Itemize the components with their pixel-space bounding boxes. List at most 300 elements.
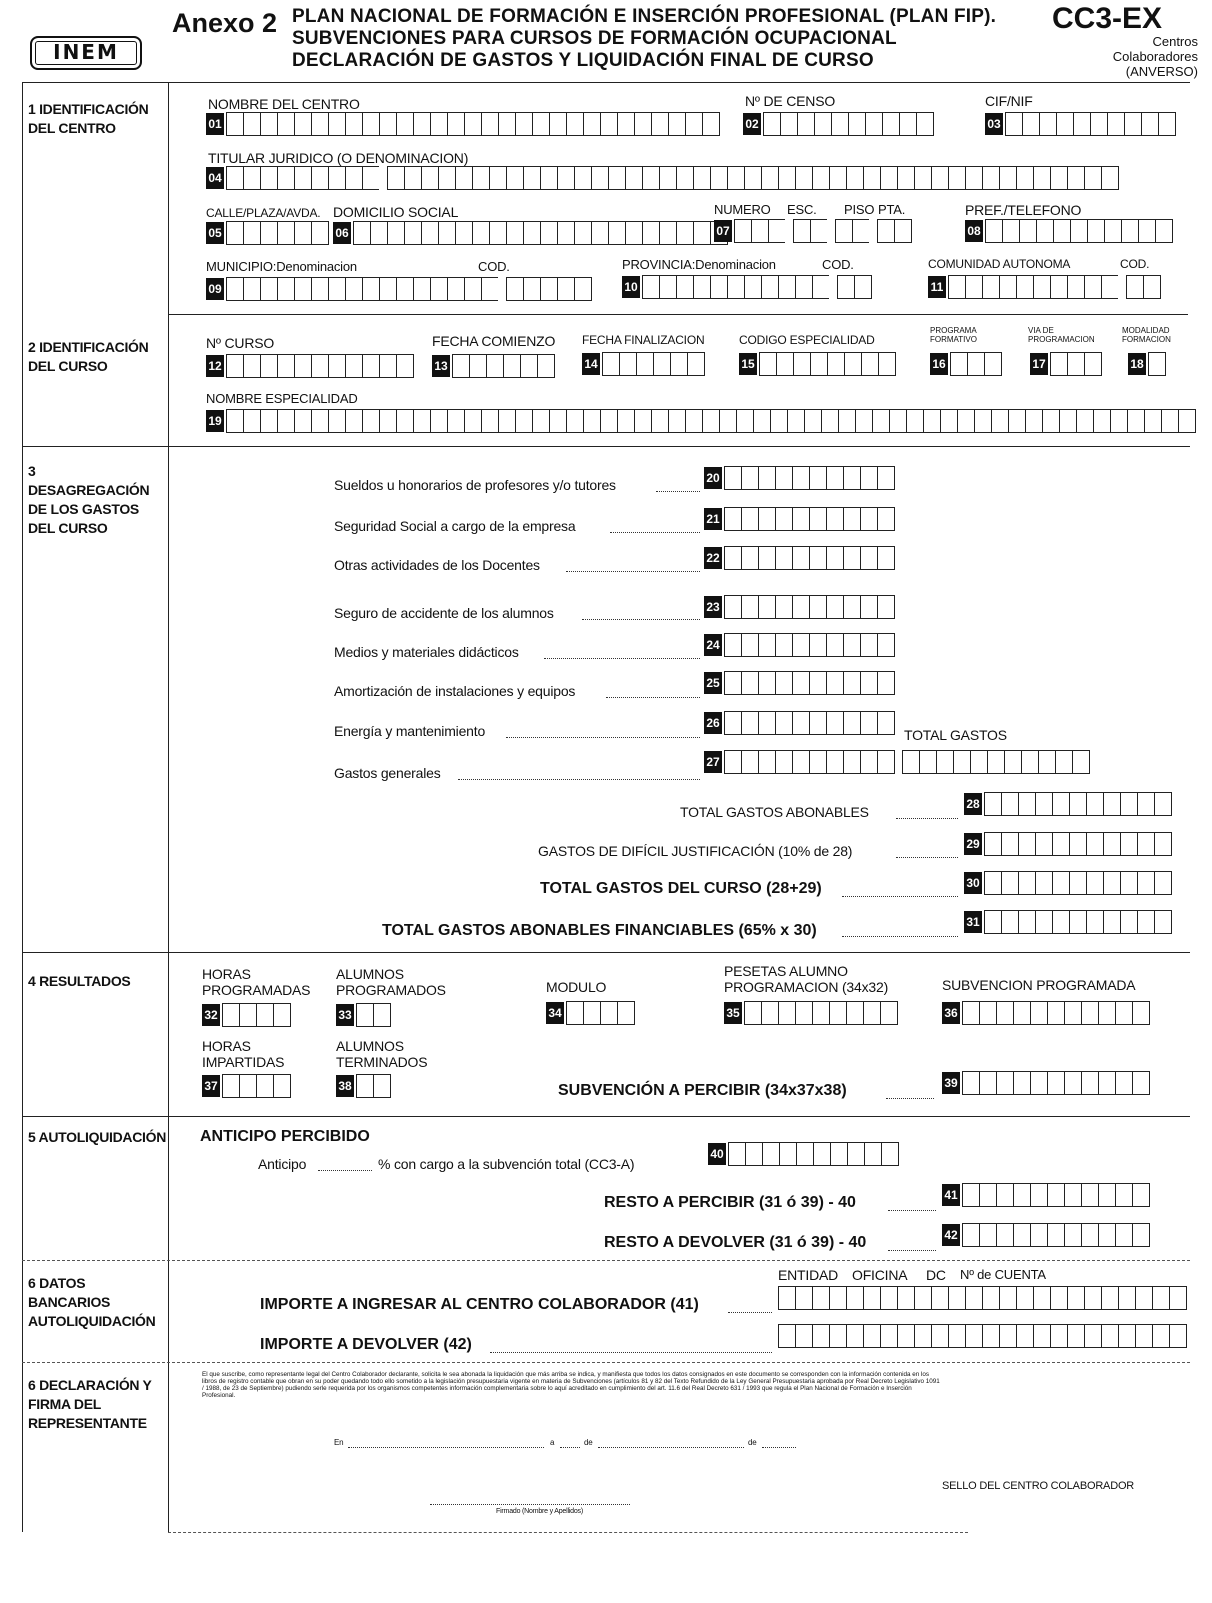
digit-box[interactable] bbox=[1067, 166, 1084, 190]
digit-box[interactable] bbox=[999, 1286, 1016, 1310]
field-21-seguridad-social[interactable] bbox=[704, 507, 895, 531]
digit-box[interactable] bbox=[792, 750, 809, 774]
digit-box[interactable] bbox=[809, 671, 826, 695]
digit-box[interactable] bbox=[778, 275, 795, 299]
digit-box[interactable] bbox=[826, 711, 843, 735]
digit-box[interactable] bbox=[1050, 166, 1067, 190]
digit-box[interactable] bbox=[273, 1074, 291, 1098]
digit-box[interactable] bbox=[826, 750, 843, 774]
digit-box[interactable] bbox=[843, 595, 860, 619]
digit-box[interactable] bbox=[877, 633, 895, 657]
digit-box[interactable] bbox=[797, 112, 814, 136]
digit-box[interactable] bbox=[1072, 750, 1090, 774]
field-24-medios-materiales[interactable] bbox=[704, 633, 895, 657]
digit-box[interactable] bbox=[831, 112, 848, 136]
digit-box[interactable] bbox=[294, 221, 311, 245]
digit-box[interactable] bbox=[1022, 112, 1039, 136]
digit-box[interactable] bbox=[877, 671, 895, 695]
digit-box[interactable] bbox=[814, 112, 831, 136]
field-12-curso[interactable] bbox=[206, 354, 414, 378]
digit-box[interactable] bbox=[962, 1183, 979, 1207]
digit-box[interactable] bbox=[583, 1001, 600, 1025]
digit-box[interactable] bbox=[311, 166, 328, 190]
digit-box[interactable] bbox=[685, 409, 702, 433]
field-26-energia[interactable] bbox=[704, 711, 895, 735]
digit-box[interactable] bbox=[1087, 219, 1104, 243]
digit-box[interactable] bbox=[260, 277, 277, 301]
digit-box[interactable] bbox=[1059, 409, 1076, 433]
digit-box[interactable] bbox=[1103, 871, 1120, 895]
digit-box[interactable] bbox=[634, 409, 651, 433]
digit-box[interactable] bbox=[1064, 1223, 1081, 1247]
digit-box[interactable] bbox=[778, 1324, 795, 1348]
digit-box[interactable] bbox=[914, 166, 931, 190]
digit-box[interactable] bbox=[557, 166, 574, 190]
digit-box[interactable] bbox=[574, 166, 591, 190]
digit-box[interactable] bbox=[1169, 1324, 1187, 1348]
digit-box[interactable] bbox=[843, 466, 860, 490]
digit-box[interactable] bbox=[1052, 792, 1069, 816]
digit-box[interactable] bbox=[1064, 1183, 1081, 1207]
digit-box[interactable] bbox=[860, 711, 877, 735]
digit-box[interactable] bbox=[1018, 792, 1035, 816]
digit-box[interactable] bbox=[1086, 871, 1103, 895]
digit-box[interactable] bbox=[985, 219, 1002, 243]
digit-box[interactable] bbox=[812, 1286, 829, 1310]
digit-box[interactable] bbox=[506, 166, 523, 190]
digit-box[interactable] bbox=[792, 466, 809, 490]
digit-box[interactable] bbox=[948, 1286, 965, 1310]
digit-box[interactable] bbox=[809, 507, 826, 531]
digit-box[interactable] bbox=[957, 409, 974, 433]
digit-box[interactable] bbox=[311, 112, 328, 136]
digit-box[interactable] bbox=[1047, 1223, 1064, 1247]
digit-box[interactable] bbox=[651, 112, 668, 136]
digit-box[interactable] bbox=[469, 354, 486, 378]
digit-box[interactable] bbox=[1137, 792, 1154, 816]
digit-box[interactable] bbox=[1030, 1183, 1047, 1207]
digit-box[interactable] bbox=[642, 166, 659, 190]
digit-box[interactable] bbox=[1084, 1286, 1101, 1310]
digit-box[interactable] bbox=[260, 166, 277, 190]
digit-box[interactable] bbox=[1154, 910, 1172, 934]
digit-box[interactable] bbox=[1121, 219, 1138, 243]
digit-box[interactable] bbox=[277, 166, 294, 190]
digit-box[interactable] bbox=[1016, 1286, 1033, 1310]
digit-box[interactable] bbox=[557, 221, 574, 245]
digit-box[interactable] bbox=[846, 1286, 863, 1310]
digit-box[interactable] bbox=[583, 409, 600, 433]
digit-box[interactable] bbox=[775, 750, 792, 774]
digit-box[interactable] bbox=[413, 409, 430, 433]
digit-box[interactable] bbox=[1084, 1324, 1101, 1348]
digit-box[interactable] bbox=[1047, 1183, 1064, 1207]
digit-box[interactable] bbox=[724, 546, 741, 570]
digit-box[interactable] bbox=[362, 112, 379, 136]
digit-box[interactable] bbox=[328, 409, 345, 433]
digit-box[interactable] bbox=[328, 166, 345, 190]
digit-box[interactable] bbox=[741, 595, 758, 619]
digit-box[interactable] bbox=[1067, 1286, 1084, 1310]
digit-box[interactable] bbox=[523, 166, 540, 190]
digit-box[interactable] bbox=[948, 275, 965, 299]
digit-box[interactable] bbox=[770, 409, 787, 433]
digit-box[interactable] bbox=[775, 595, 792, 619]
digit-box[interactable] bbox=[1052, 871, 1069, 895]
digit-box[interactable] bbox=[489, 166, 506, 190]
digit-box[interactable] bbox=[719, 409, 736, 433]
digit-box[interactable] bbox=[362, 166, 379, 190]
digit-box[interactable] bbox=[515, 112, 532, 136]
digit-box[interactable] bbox=[506, 277, 523, 301]
field-25-amortizacion[interactable] bbox=[704, 671, 895, 695]
digit-box[interactable] bbox=[761, 1001, 778, 1025]
digit-box[interactable] bbox=[965, 166, 982, 190]
digit-box[interactable] bbox=[724, 750, 741, 774]
digit-box[interactable] bbox=[600, 1001, 617, 1025]
digit-box[interactable] bbox=[523, 221, 540, 245]
digit-box[interactable] bbox=[936, 750, 953, 774]
digit-box[interactable] bbox=[787, 409, 804, 433]
field-23-seguro-accidente[interactable] bbox=[704, 595, 895, 619]
field-22-otras-actividades[interactable] bbox=[704, 546, 895, 570]
digit-box[interactable] bbox=[848, 112, 865, 136]
digit-box[interactable] bbox=[260, 112, 277, 136]
digit-box[interactable] bbox=[965, 1286, 982, 1310]
digit-box[interactable] bbox=[1138, 219, 1155, 243]
digit-box[interactable] bbox=[328, 277, 345, 301]
digit-box[interactable] bbox=[685, 112, 702, 136]
digit-box[interactable] bbox=[1004, 750, 1021, 774]
digit-box[interactable] bbox=[226, 221, 243, 245]
digit-box[interactable] bbox=[1047, 1001, 1064, 1025]
digit-box[interactable] bbox=[362, 277, 379, 301]
digit-box[interactable] bbox=[741, 671, 758, 695]
digit-box[interactable] bbox=[984, 792, 1001, 816]
digit-box[interactable] bbox=[812, 1001, 829, 1025]
digit-box[interactable] bbox=[931, 166, 948, 190]
digit-box[interactable] bbox=[864, 1142, 881, 1166]
field-38-alumnos-terminados[interactable] bbox=[336, 1074, 391, 1098]
digit-box[interactable] bbox=[617, 1001, 635, 1025]
digit-box[interactable] bbox=[1120, 792, 1137, 816]
digit-box[interactable] bbox=[226, 166, 243, 190]
digit-box[interactable] bbox=[1056, 112, 1073, 136]
digit-box[interactable] bbox=[1030, 1001, 1047, 1025]
digit-box[interactable] bbox=[243, 354, 260, 378]
digit-box[interactable] bbox=[950, 352, 967, 376]
field-09-municipio[interactable] bbox=[206, 277, 592, 301]
digit-box[interactable] bbox=[863, 1324, 880, 1348]
digit-box[interactable] bbox=[860, 546, 877, 570]
field-05-calle[interactable] bbox=[206, 221, 329, 245]
digit-box[interactable] bbox=[591, 166, 608, 190]
digit-box[interactable] bbox=[778, 1286, 795, 1310]
digit-box[interactable] bbox=[880, 166, 897, 190]
digit-box[interactable] bbox=[1137, 910, 1154, 934]
digit-box[interactable] bbox=[877, 507, 895, 531]
field-35-pesetas-alumno[interactable] bbox=[724, 1001, 898, 1025]
digit-box[interactable] bbox=[311, 221, 329, 245]
digit-box[interactable] bbox=[523, 277, 540, 301]
digit-box[interactable] bbox=[1050, 352, 1067, 376]
digit-box[interactable] bbox=[829, 1324, 846, 1348]
digit-box[interactable] bbox=[1008, 409, 1025, 433]
digit-box[interactable] bbox=[877, 466, 895, 490]
digit-box[interactable] bbox=[1047, 1071, 1064, 1095]
digit-box[interactable] bbox=[804, 409, 821, 433]
digit-box[interactable] bbox=[1148, 352, 1166, 376]
digit-box[interactable] bbox=[843, 671, 860, 695]
digit-box[interactable] bbox=[759, 352, 776, 376]
digit-box[interactable] bbox=[277, 221, 294, 245]
digit-box[interactable] bbox=[1016, 1324, 1033, 1348]
digit-box[interactable] bbox=[1103, 792, 1120, 816]
field-04-titular[interactable] bbox=[206, 166, 1119, 190]
digit-box[interactable] bbox=[636, 352, 653, 376]
digit-box[interactable] bbox=[741, 750, 758, 774]
digit-box[interactable] bbox=[328, 112, 345, 136]
digit-box[interactable] bbox=[1035, 871, 1052, 895]
digit-box[interactable] bbox=[1152, 1286, 1169, 1310]
digit-box[interactable] bbox=[260, 409, 277, 433]
digit-box[interactable] bbox=[642, 275, 659, 299]
digit-box[interactable] bbox=[741, 546, 758, 570]
digit-box[interactable] bbox=[829, 1001, 846, 1025]
digit-box[interactable] bbox=[835, 219, 852, 243]
digit-box[interactable] bbox=[256, 1003, 273, 1027]
digit-box[interactable] bbox=[668, 112, 685, 136]
digit-box[interactable] bbox=[243, 277, 260, 301]
digit-box[interactable] bbox=[379, 112, 396, 136]
digit-box[interactable] bbox=[481, 277, 498, 301]
digit-box[interactable] bbox=[311, 354, 328, 378]
digit-box[interactable] bbox=[775, 466, 792, 490]
digit-box[interactable] bbox=[999, 1324, 1016, 1348]
digit-box[interactable] bbox=[243, 112, 260, 136]
digit-box[interactable] bbox=[758, 711, 775, 735]
digit-box[interactable] bbox=[294, 409, 311, 433]
digit-box[interactable] bbox=[702, 112, 720, 136]
digit-box[interactable] bbox=[741, 466, 758, 490]
digit-box[interactable] bbox=[877, 219, 894, 243]
digit-box[interactable] bbox=[243, 166, 260, 190]
digit-box[interactable] bbox=[826, 633, 843, 657]
digit-box[interactable] bbox=[413, 112, 430, 136]
digit-box[interactable] bbox=[1069, 871, 1086, 895]
field-36-subvencion-programada[interactable] bbox=[942, 1001, 1150, 1025]
digit-box[interactable] bbox=[1069, 792, 1086, 816]
digit-box[interactable] bbox=[861, 352, 878, 376]
digit-box[interactable] bbox=[796, 1142, 813, 1166]
digit-box[interactable] bbox=[1018, 871, 1035, 895]
digit-box[interactable] bbox=[430, 277, 447, 301]
digit-box[interactable] bbox=[455, 166, 472, 190]
digit-box[interactable] bbox=[356, 1003, 373, 1027]
digit-box[interactable] bbox=[744, 275, 761, 299]
digit-box[interactable] bbox=[865, 112, 882, 136]
digit-box[interactable] bbox=[438, 221, 455, 245]
digit-box[interactable] bbox=[373, 1074, 391, 1098]
digit-box[interactable] bbox=[1053, 219, 1070, 243]
digit-box[interactable] bbox=[843, 546, 860, 570]
digit-box[interactable] bbox=[838, 409, 855, 433]
digit-box[interactable] bbox=[982, 275, 999, 299]
digit-box[interactable] bbox=[1073, 112, 1090, 136]
digit-box[interactable] bbox=[948, 166, 965, 190]
digit-box[interactable] bbox=[379, 277, 396, 301]
digit-box[interactable] bbox=[1098, 1183, 1115, 1207]
digit-box[interactable] bbox=[979, 1001, 996, 1025]
digit-box[interactable] bbox=[792, 633, 809, 657]
field-08-telefono[interactable] bbox=[965, 219, 1173, 243]
digit-box[interactable] bbox=[1120, 871, 1137, 895]
digit-box[interactable] bbox=[1067, 275, 1084, 299]
digit-box[interactable] bbox=[880, 1324, 897, 1348]
digit-box[interactable] bbox=[1101, 275, 1118, 299]
digit-box[interactable] bbox=[889, 409, 906, 433]
digit-box[interactable] bbox=[826, 546, 843, 570]
digit-box[interactable] bbox=[996, 1001, 1013, 1025]
digit-box[interactable] bbox=[795, 275, 812, 299]
digit-box[interactable] bbox=[464, 112, 481, 136]
digit-box[interactable] bbox=[362, 409, 379, 433]
digit-box[interactable] bbox=[438, 166, 455, 190]
digit-box[interactable] bbox=[693, 221, 710, 245]
digit-box[interactable] bbox=[843, 750, 860, 774]
digit-box[interactable] bbox=[1002, 219, 1019, 243]
digit-box[interactable] bbox=[702, 409, 719, 433]
digit-box[interactable] bbox=[670, 352, 687, 376]
digit-box[interactable] bbox=[1143, 275, 1161, 299]
digit-box[interactable] bbox=[768, 219, 785, 243]
digit-box[interactable] bbox=[294, 166, 311, 190]
digit-box[interactable] bbox=[345, 112, 362, 136]
digit-box[interactable] bbox=[902, 750, 919, 774]
digit-box[interactable] bbox=[1118, 1324, 1135, 1348]
digit-box[interactable] bbox=[243, 221, 260, 245]
digit-box[interactable] bbox=[776, 352, 793, 376]
digit-box[interactable] bbox=[710, 275, 727, 299]
digit-box[interactable] bbox=[1050, 1324, 1067, 1348]
digit-box[interactable] bbox=[965, 1324, 982, 1348]
digit-box[interactable] bbox=[503, 354, 520, 378]
digit-box[interactable] bbox=[724, 595, 741, 619]
digit-box[interactable] bbox=[1064, 1001, 1081, 1025]
digit-box[interactable] bbox=[294, 354, 311, 378]
digit-box[interactable] bbox=[239, 1074, 256, 1098]
digit-box[interactable] bbox=[1067, 1324, 1084, 1348]
digit-box[interactable] bbox=[795, 1001, 812, 1025]
digit-box[interactable] bbox=[809, 466, 826, 490]
digit-box[interactable] bbox=[1132, 1001, 1150, 1025]
digit-box[interactable] bbox=[396, 112, 413, 136]
digit-box[interactable] bbox=[345, 409, 362, 433]
digit-box[interactable] bbox=[1090, 112, 1107, 136]
digit-box[interactable] bbox=[452, 354, 469, 378]
digit-box[interactable] bbox=[489, 221, 506, 245]
digit-box[interactable] bbox=[540, 221, 557, 245]
field-03-cif[interactable] bbox=[985, 112, 1176, 136]
digit-box[interactable] bbox=[775, 507, 792, 531]
digit-box[interactable] bbox=[809, 711, 826, 735]
digit-box[interactable] bbox=[1135, 1286, 1152, 1310]
digit-box[interactable] bbox=[1018, 832, 1035, 856]
digit-box[interactable] bbox=[356, 1074, 373, 1098]
digit-box[interactable] bbox=[984, 910, 1001, 934]
digit-box[interactable] bbox=[1039, 112, 1056, 136]
digit-box[interactable] bbox=[379, 354, 396, 378]
digit-box[interactable] bbox=[810, 352, 827, 376]
digit-box[interactable] bbox=[455, 221, 472, 245]
digit-box[interactable] bbox=[239, 1003, 256, 1027]
digit-box[interactable] bbox=[1086, 792, 1103, 816]
digit-box[interactable] bbox=[1115, 1223, 1132, 1247]
digit-box[interactable] bbox=[813, 1142, 830, 1166]
digit-box[interactable] bbox=[1154, 792, 1172, 816]
digit-box[interactable] bbox=[1115, 1001, 1132, 1025]
digit-box[interactable] bbox=[762, 1142, 779, 1166]
digit-box[interactable] bbox=[1033, 166, 1050, 190]
digit-box[interactable] bbox=[404, 221, 421, 245]
digit-box[interactable] bbox=[345, 354, 362, 378]
digit-box[interactable] bbox=[472, 221, 489, 245]
digit-box[interactable] bbox=[877, 595, 895, 619]
digit-box[interactable] bbox=[812, 1324, 829, 1348]
digit-box[interactable] bbox=[987, 750, 1004, 774]
digit-box[interactable] bbox=[953, 750, 970, 774]
field-14-fecha-fin[interactable] bbox=[582, 352, 705, 376]
digit-box[interactable] bbox=[996, 1183, 1013, 1207]
digit-box[interactable] bbox=[260, 221, 277, 245]
digit-box[interactable] bbox=[899, 112, 916, 136]
digit-box[interactable] bbox=[277, 112, 294, 136]
digit-box[interactable] bbox=[1076, 409, 1093, 433]
digit-box[interactable] bbox=[1169, 1286, 1187, 1310]
digit-box[interactable] bbox=[1101, 1286, 1118, 1310]
digit-box[interactable] bbox=[328, 354, 345, 378]
percent-blank[interactable] bbox=[318, 1170, 372, 1171]
digit-box[interactable] bbox=[877, 750, 895, 774]
digit-box[interactable] bbox=[812, 166, 829, 190]
year-blank[interactable] bbox=[762, 1447, 796, 1448]
digit-box[interactable] bbox=[979, 1223, 996, 1247]
digit-box[interactable] bbox=[779, 1142, 796, 1166]
field-19-nombre-esp[interactable] bbox=[206, 409, 1196, 433]
digit-box[interactable] bbox=[962, 1071, 979, 1095]
digit-box[interactable] bbox=[923, 409, 940, 433]
digit-box[interactable] bbox=[741, 507, 758, 531]
digit-box[interactable] bbox=[974, 409, 991, 433]
field-cuenta-ingresar[interactable] bbox=[778, 1286, 1187, 1310]
digit-box[interactable] bbox=[880, 1001, 898, 1025]
digit-box[interactable] bbox=[311, 277, 328, 301]
field-16-programa[interactable] bbox=[930, 352, 1002, 376]
field-40-anticipo[interactable] bbox=[708, 1142, 899, 1166]
digit-box[interactable] bbox=[1127, 409, 1144, 433]
digit-box[interactable] bbox=[226, 409, 243, 433]
digit-box[interactable] bbox=[778, 166, 795, 190]
digit-box[interactable] bbox=[1052, 910, 1069, 934]
digit-box[interactable] bbox=[353, 221, 370, 245]
digit-box[interactable] bbox=[728, 1142, 745, 1166]
field-33-alumnos-programados[interactable] bbox=[336, 1003, 391, 1027]
digit-box[interactable] bbox=[1081, 1001, 1098, 1025]
digit-box[interactable] bbox=[962, 1223, 979, 1247]
digit-box[interactable] bbox=[1086, 832, 1103, 856]
digit-box[interactable] bbox=[608, 166, 625, 190]
digit-box[interactable] bbox=[549, 112, 566, 136]
